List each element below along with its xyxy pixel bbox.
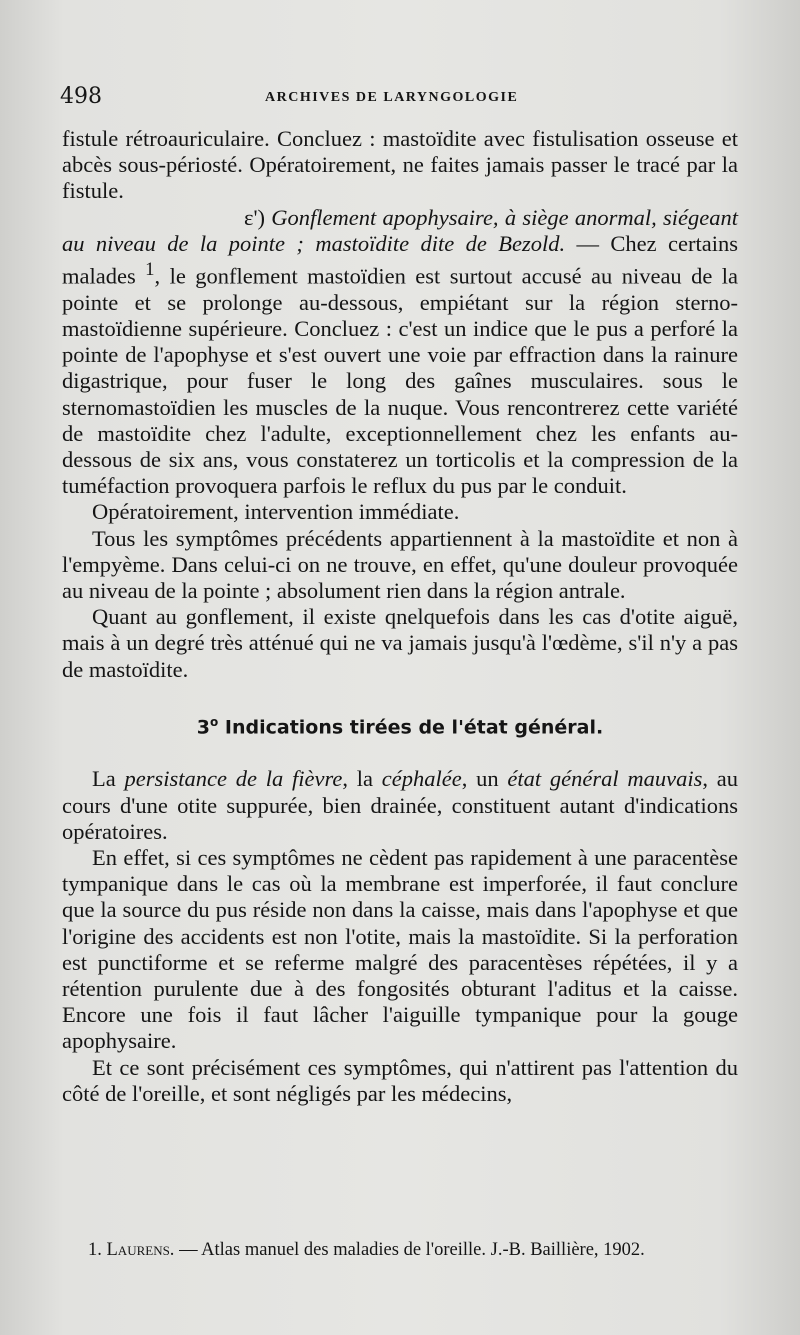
running-title: ARCHIVES DE LARYNGOLOGIE	[265, 90, 519, 105]
paragraph-5: Quant au gonflement, il existe qnelquefois dans les cas d'otite aiguë, mais à un degré très atténué qui ne va jamais jusqu'à l'œdème, s'il n'y a pas de mastoïdite.	[62, 604, 738, 682]
heading-ordinal: o	[210, 714, 219, 729]
heading-number: 3	[196, 716, 211, 739]
paragraph-6	[62, 766, 738, 845]
p6-text-4: , au cours d'une otite suppurée, bien drainée, constituent autant d'indications opératoires.	[62, 766, 738, 844]
paragraph-8: Et ce sont précisément ces symptômes, qui n'attirent pas l'attention du côté de l'oreille, et sont négligés par les médecins,	[62, 1054, 738, 1106]
paragraph-3: Opératoirement, intervention immédiate.	[92, 499, 460, 525]
footnote-number: 1.	[88, 1240, 102, 1260]
page-header	[60, 84, 740, 118]
section-title-italic: Gonflement apophysaire, à siège anormal, siégeant au niveau de la pointe ; mastoïdite dite de Bezold.	[62, 204, 738, 256]
section-heading	[62, 709, 738, 741]
p6-italic-3: état général mauvais	[507, 766, 703, 792]
footnote-ref: 1	[145, 259, 155, 281]
p6-text-3: , un	[461, 766, 508, 792]
footnote-text: — Atlas manuel des maladies de l'oreille. J.-B. Baillière, 1902.	[174, 1240, 645, 1260]
list-marker: ε')	[244, 204, 265, 230]
body-text	[62, 126, 738, 1107]
paragraph-4: Tous les symptômes précédents appartiennent à la mastoïdite et non à l'empyème. Dans celui-ci on ne trouve, en effet, qu'une douleur provoquée au niveau de la pointe ; absolument rien dans la région antrale.	[62, 525, 738, 603]
paragraph-2-text-b: , le gonflement mastoïdien est surtout accusé au niveau de la pointe et se prolonge au-dessous, empiétant sur la région sterno-mastoïdienne supérieure. Concluez : c'est un indice que le pus a perforé la pointe de l'apophyse et s'est ouvert une voie par effraction dans la rainure digastrique, pour fuser le long des gaînes musculaires. sous le sternomastoïdien les muscles de la nuque. Vous rencontrerez cette variété de mastoïdite chez l'adulte, exceptionnellement chez les enfants au-dessous de six ans, vous constaterez un torticolis et la compression de la tuméfaction provoquera parfois le reflux du pus par le conduit.	[62, 263, 739, 499]
paragraph-2	[62, 205, 738, 500]
heading-text: Indications tirées de l'état général.	[218, 716, 604, 739]
p6-italic-1: persistance de la fièvre	[124, 766, 343, 792]
footnote	[88, 1238, 748, 1262]
paragraph-7: En effet, si ces symptômes ne cèdent pas rapidement à une paracentèse tympanique dans le cas où la membrane est imperforée, il faut conclure que la source du pus réside non dans la caisse, mais dans l'apophyse et que l'origine des accidents est non l'otite, mais la mastoïdite. Si la perforation est punctiforme et se referme malgré des paracentèses répétées, il y a rétention purulente due à des fongosités obturant l'aditus et la caisse. Encore une fois il faut lâcher l'aiguille tympanique pour la gouge apophysaire.	[62, 844, 738, 1054]
paragraph-1: fistule rétroauriculaire. Concluez : mastoïdite avec fistulisation osseuse et abcès sous-périosté. Opératoirement, ne faites jamais passer le tracé par la fistule.	[62, 126, 738, 204]
paragraph-2-text-a: — Chez certains malades	[62, 230, 738, 289]
p6-text-1: La	[92, 766, 125, 792]
p6-italic-2: céphalée	[381, 766, 462, 792]
page-number: 498	[60, 84, 102, 109]
p6-text-2: , la	[342, 766, 382, 792]
footnote-author: Laurens.	[106, 1240, 175, 1260]
